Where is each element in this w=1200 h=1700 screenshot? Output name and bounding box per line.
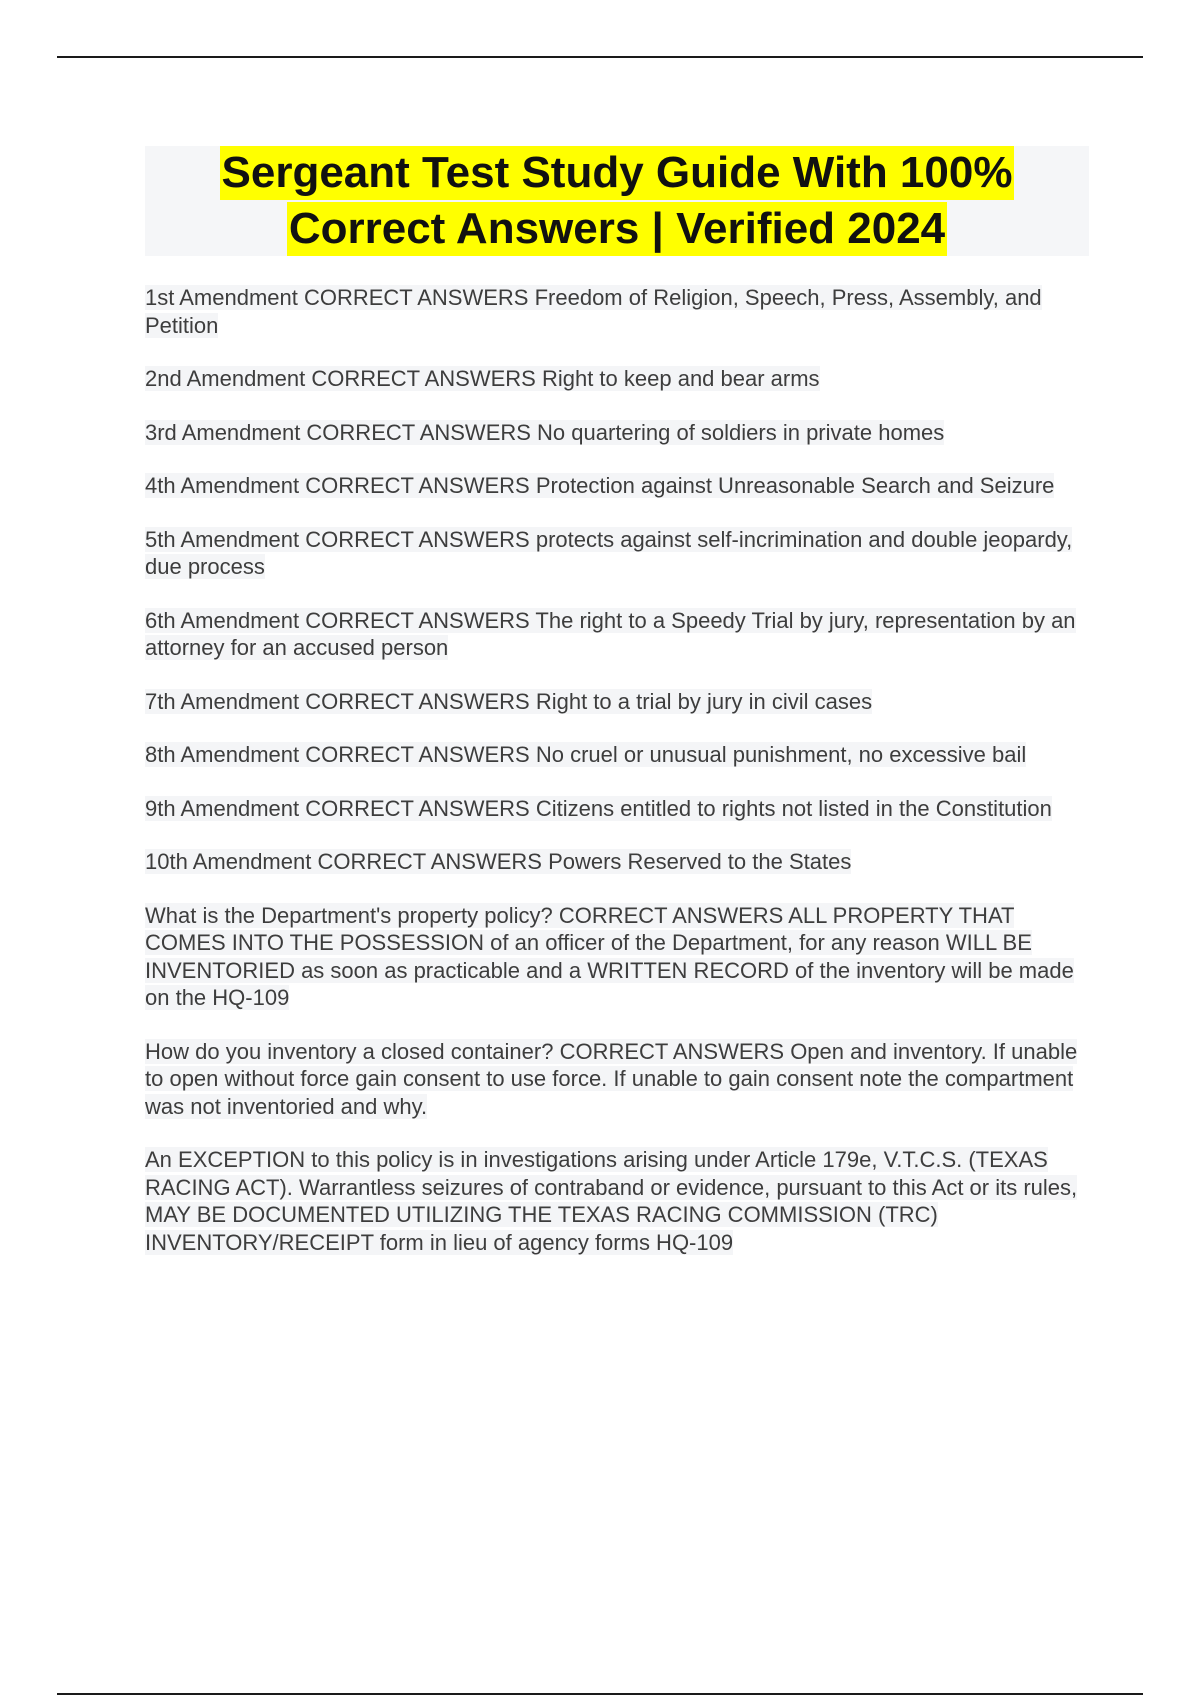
entry-property-policy: What is the Department's property policy? CORRECT ANSWERS ALL PROPERTY THAT COMES INTO THE POSSESSION of an officer of the Department, for any reason WILL BE INVENTORIED as soon as practicable and a WRITTEN RECORD of the inventory will be made on the HQ-109 — [145, 902, 1074, 1010]
entry-4th-amendment: 4th Amendment CORRECT ANSWERS Protection against Unreasonable Search and Seizure — [145, 473, 1055, 498]
entry-7th-amendment: 7th Amendment CORRECT ANSWERS Right to a trial by jury in civil cases — [145, 688, 873, 714]
entry-3rd-amendment: 3rd Amendment CORRECT ANSWERS No quartering of soldiers in private homes — [145, 419, 945, 445]
page-title-line-2: Correct Answers | Verified 2024 — [287, 202, 947, 256]
title-block — [145, 146, 1089, 256]
entry-8th-amendment: 8th Amendment CORRECT ANSWERS No cruel or unusual punishment, no excessive bail — [145, 742, 1027, 767]
entry-10th-amendment: 10th Amendment CORRECT ANSWERS Powers Reserved to the States — [145, 849, 852, 874]
footer-rule — [57, 1693, 1143, 1695]
study-guide-content — [145, 284, 1089, 1282]
entry-6th-amendment: 6th Amendment CORRECT ANSWERS The right to a Speedy Trial by jury, representation by an attorney for an accused person — [145, 607, 1076, 660]
entry-closed-container: How do you inventory a closed container? CORRECT ANSWERS Open and inventory. If unable to open without force gain consent to use force. If unable to gain consent note the compartment was not inventoried and why. — [145, 1038, 1078, 1119]
header-rule — [57, 56, 1143, 58]
entry-5th-amendment: 5th Amendment CORRECT ANSWERS protects against self-incrimination and double jeopardy, due process — [145, 526, 1073, 579]
entry-2nd-amendment: 2nd Amendment CORRECT ANSWERS Right to keep and bear arms — [145, 366, 820, 391]
entry-1st-amendment: 1st Amendment CORRECT ANSWERS Freedom of Religion, Speech, Press, Assembly, and Petition — [145, 285, 1042, 338]
page-title-line-1: Sergeant Test Study Guide With 100% — [220, 146, 1015, 200]
entry-9th-amendment: 9th Amendment CORRECT ANSWERS Citizens entitled to rights not listed in the Constitution — [145, 795, 1052, 821]
entry-policy-exception: An EXCEPTION to this policy is in investigations arising under Article 179e, V.T.C.S. (TEXAS RACING ACT). Warrantless seizures of contraband or evidence, pursuant to this Act or its rules, MAY BE DOCUMENTED UTILIZING THE TEXAS RACING COMMISSION (TRC) INVENTORY/RECEIPT form in lieu of agency forms HQ-109 — [145, 1147, 1078, 1255]
